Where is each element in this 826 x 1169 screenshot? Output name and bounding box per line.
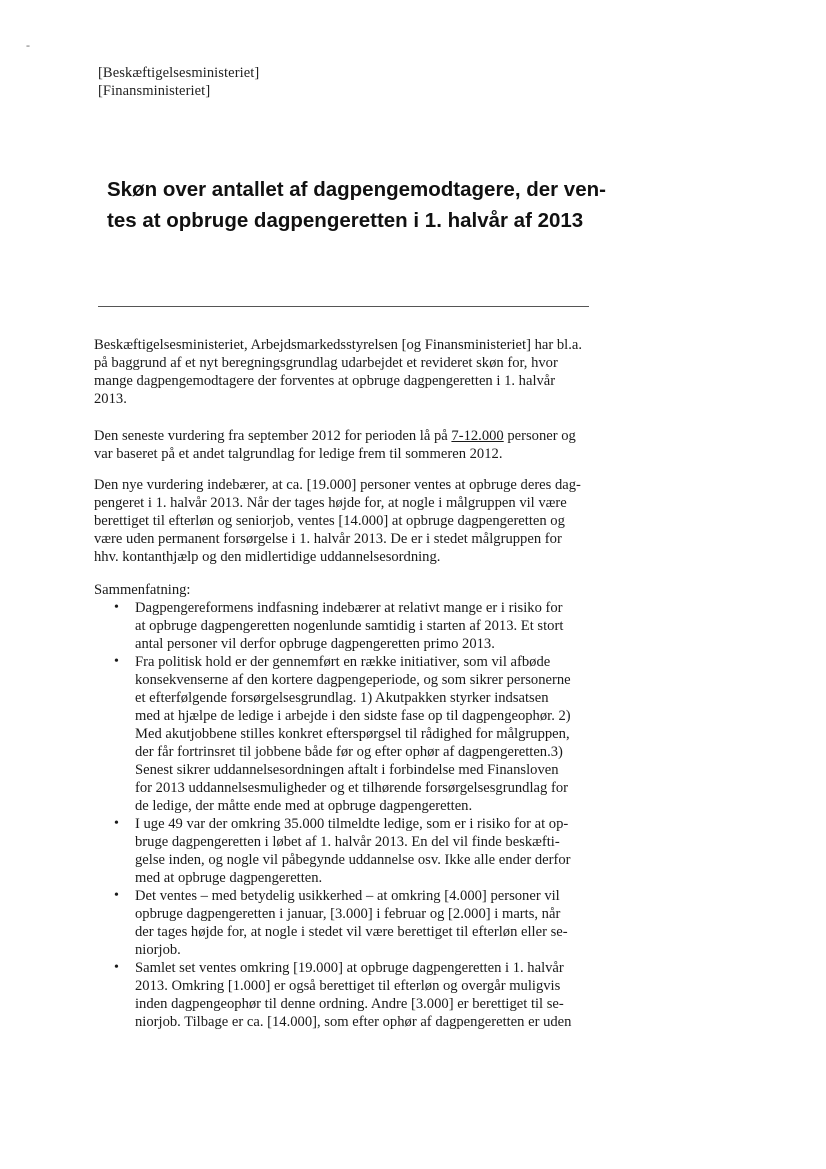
bullet-line: de ledige, der måtte ende med at opbruge dagpengeretten. bbox=[135, 798, 473, 814]
paragraph-line bbox=[94, 427, 604, 445]
bullet-line: Samlet set ventes omkring [19.000] at opbruge dagpengeretten i 1. halvår bbox=[135, 960, 564, 976]
ministry-header bbox=[98, 64, 259, 100]
estimate-range: 7-12.000 bbox=[451, 428, 504, 444]
title-line-2: tes at opbruge dagpengeretten i 1. halvår af 2013 bbox=[107, 209, 584, 232]
paragraph-line: hhv. kontanthjælp og den midlertidige uddannelsesordning. bbox=[94, 549, 441, 565]
paragraph-text: Den seneste vurdering fra september 2012 for perioden lå på bbox=[94, 428, 452, 444]
paragraph-line: pengeret i 1. halvår 2013. Når der tages højde for, at nogle i målgruppen vil være bbox=[94, 495, 567, 511]
bullet-line: der får fortrinsret til jobbene både før og efter ophør af dagpengeretten.3) bbox=[135, 744, 563, 760]
paragraph-line: var baseret på et andet talgrundlag for ledige frem til sommeren 2012. bbox=[94, 446, 503, 462]
bullet-line: Med akutjobbene stilles konkret efterspørgsel til rådighed for målgruppen, bbox=[135, 726, 570, 742]
paragraph-3 bbox=[94, 476, 604, 566]
bullet-line: bruge dagpengeretten i løbet af 1. halvår 2013. En del vil finde beskæfti- bbox=[135, 834, 560, 850]
bullet-line: niorjob. Tilbage er ca. [14.000], som efter ophør af dagpengeretten er uden bbox=[135, 1014, 572, 1030]
bullet-line: opbruge dagpengeretten i januar, [3.000] i februar og [2.000] i marts, når bbox=[135, 906, 561, 922]
bullet-line: konsekvenserne af den kortere dagpengeperiode, og som sikrer personerne bbox=[135, 672, 571, 688]
bullet-line: niorjob. bbox=[135, 942, 181, 958]
bullet-icon: • bbox=[114, 888, 119, 903]
ministry-2: [Finansministeriet] bbox=[98, 83, 211, 99]
summary-bullet bbox=[94, 653, 604, 815]
bullet-line: der tages højde for, at nogle i stedet vil være berettiget til efterløn eller se- bbox=[135, 924, 568, 940]
paragraph-line: være uden permanent forsørgelse i 1. halvår 2013. De er i stedet målgruppen for bbox=[94, 531, 562, 547]
paragraph-2 bbox=[94, 427, 604, 463]
bullet-line: med at opbruge dagpengeretten. bbox=[135, 870, 323, 886]
paragraph-line: Den nye vurdering indebærer, at ca. [19.000] personer ventes at opbruge deres dag- bbox=[94, 477, 581, 493]
summary-section bbox=[94, 581, 604, 1031]
paragraph-line: på baggrund af et nyt beregningsgrundlag udarbejdet et revideret skøn for, hvor bbox=[94, 355, 558, 371]
title-divider bbox=[98, 306, 589, 307]
bullet-line: antal personer vil derfor opbruge dagpengeretten primo 2013. bbox=[135, 636, 495, 652]
bullet-line: Det ventes – med betydelig usikkerhed – at omkring [4.000] personer vil bbox=[135, 888, 560, 904]
bullet-line: gelse inden, og nogle vil påbegynde uddannelse osv. Ikke alle ender derfor bbox=[135, 852, 571, 868]
paragraph-line: mange dagpengemodtagere der forventes at opbruge dagpengeretten i 1. halvår bbox=[94, 373, 556, 389]
summary-heading: Sammenfatning: bbox=[94, 582, 191, 598]
bullet-line: inden dagpengeophør til denne ordning. Andre [3.000] er berettiget til se- bbox=[135, 996, 564, 1012]
bullet-line: Senest sikrer uddannelsesordningen aftalt i forbindelse med Finansloven bbox=[135, 762, 559, 778]
paragraph-1 bbox=[94, 336, 604, 408]
paragraph-line: Beskæftigelsesministeriet, Arbejdsmarkedsstyrelsen [og Finansministeriet] har bl.a. bbox=[94, 337, 582, 353]
scan-mark: - bbox=[26, 38, 30, 52]
summary-bullet bbox=[94, 815, 604, 887]
document-title bbox=[107, 174, 607, 236]
paragraph-text: personer og bbox=[503, 428, 576, 444]
bullet-icon: • bbox=[114, 960, 119, 975]
bullet-line: I uge 49 var der omkring 35.000 tilmeldte ledige, som er i risiko for at op- bbox=[135, 816, 569, 832]
bullet-line: med at hjælpe de ledige i arbejde i den sidste fase op til dagpengeophør. 2) bbox=[135, 708, 571, 724]
bullet-line: 2013. Omkring [1.000] er også berettiget til efterløn og overgår muligvis bbox=[135, 978, 561, 994]
paragraph-line: 2013. bbox=[94, 391, 127, 407]
bullet-line: et efterfølgende forsørgelsesgrundlag. 1) Akutpakken styrker indsatsen bbox=[135, 690, 549, 706]
summary-bullet bbox=[94, 887, 604, 959]
bullet-line: Fra politisk hold er der gennemført en række initiativer, som vil afbøde bbox=[135, 654, 551, 670]
bullet-icon: • bbox=[114, 654, 119, 669]
bullet-icon: • bbox=[114, 816, 119, 831]
bullet-icon: • bbox=[114, 600, 119, 615]
title-line-1: Skøn over antallet af dagpengemodtagere, der ven- bbox=[107, 178, 606, 201]
bullet-line: Dagpengereformens indfasning indebærer at relativt mange er i risiko for bbox=[135, 600, 563, 616]
ministry-1: [Beskæftigelsesministeriet] bbox=[98, 65, 260, 81]
bullet-line: at opbruge dagpengeretten nogenlunde samtidig i starten af 2013. Et stort bbox=[135, 618, 564, 634]
summary-bullet bbox=[94, 959, 604, 1031]
paragraph-line: berettiget til efterløn og seniorjob, ventes [14.000] at opbruge dagpengeretten og bbox=[94, 513, 565, 529]
summary-bullet bbox=[94, 599, 604, 653]
bullet-line: for 2013 uddannelsesmuligheder og et tilhørende forsørgelsesgrundlag for bbox=[135, 780, 568, 796]
